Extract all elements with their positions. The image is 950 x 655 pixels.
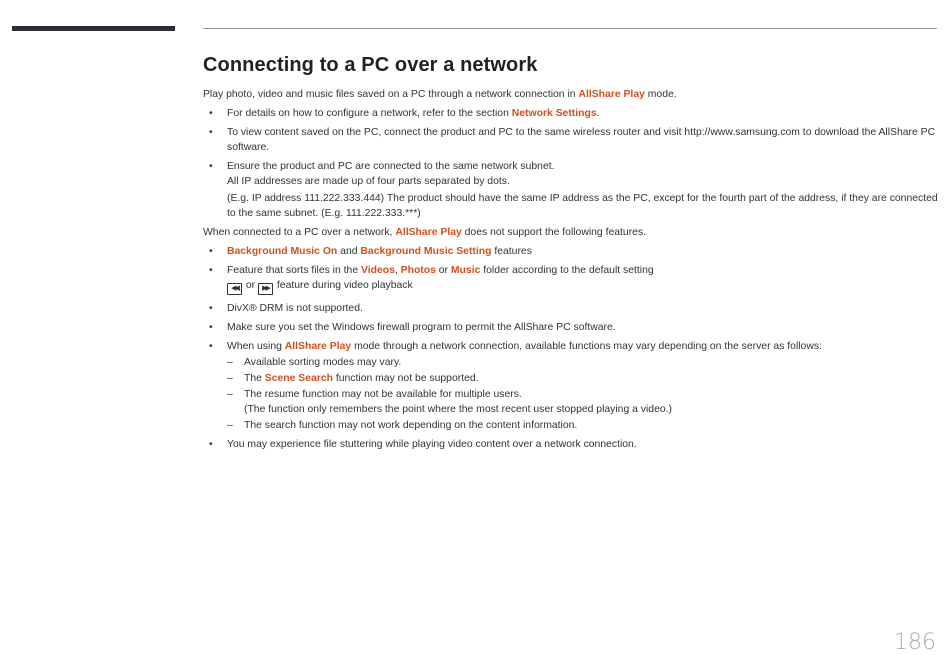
- bullet-text: Make sure you set the Windows firewall program to permit the AllShare PC software.: [227, 322, 616, 333]
- rewind-icon: ◀◀: [227, 283, 242, 295]
- bullet-line: [227, 339, 938, 354]
- header-rule: [203, 28, 937, 29]
- bullet-text-end: feature during video playback: [274, 280, 413, 291]
- allshare-play-term: AllShare Play: [395, 227, 462, 238]
- dash-item: – The search function may not work depending on the content information.: [227, 418, 938, 433]
- para-text-end: does not support the following features.: [461, 227, 647, 238]
- bullet-functions-vary: [203, 339, 938, 433]
- intro-paragraph: [203, 87, 938, 102]
- bullet-text: To view content saved on the PC, connect the product and PC to the same wireless router and visit http://www.samsung.com to download the AllShare PC software.: [227, 127, 936, 153]
- bullet-text-end: mode through a network connection, available functions may vary depending on the server as follows:: [351, 341, 822, 352]
- videos-term: Videos: [361, 265, 395, 276]
- separator: or: [435, 265, 451, 276]
- bullet-divx: [203, 301, 938, 316]
- fast-forward-icon: ▶▶: [258, 283, 273, 295]
- scene-search-term: Scene Search: [264, 373, 333, 384]
- bullet-line: [227, 278, 938, 295]
- bullet-download-software: [203, 125, 938, 155]
- dash-text-end: function may not be supported.: [332, 373, 479, 384]
- separator: ,: [394, 265, 401, 276]
- background-music-on-term: Background Music On: [227, 246, 338, 257]
- bullet-text-end: folder according to the default setting: [480, 265, 654, 276]
- intro-text: Play photo, video and music files saved on a PC through a network connection in: [203, 89, 579, 100]
- unsupported-intro: [203, 225, 938, 240]
- dash-subtext: (The function only remembers the point where the most recent user stopped playing a video.): [244, 404, 672, 415]
- dash-item: [227, 371, 938, 386]
- para-text: When connected to a PC over a network,: [203, 227, 396, 238]
- dash-text: The: [244, 373, 265, 384]
- bullet-subtext: All IP addresses are made up of four parts separated by dots.: [227, 176, 510, 187]
- allshare-play-term: AllShare Play: [578, 89, 645, 100]
- background-music-setting-term: Background Music Setting: [360, 246, 492, 257]
- bullet-line: [227, 263, 938, 278]
- dash-text: – The resume function may not be available for multiple users.: [244, 389, 522, 400]
- bullet-subnet: [203, 159, 938, 221]
- bullet-text-end: features: [491, 246, 532, 257]
- bullet-example: (E.g. IP address 111.222.333.444) The product should have the same IP address as the PC, except for the fourth part of the address, if they are connected to the same subnet. (E.g. 111.222.333.***): [227, 193, 938, 219]
- dash-item: [227, 387, 938, 417]
- allshare-play-term: AllShare Play: [284, 341, 352, 352]
- music-term: Music: [450, 265, 481, 276]
- bullet-text: For details on how to configure a network, refer to the section: [227, 108, 512, 119]
- intro-text-end: mode.: [644, 89, 677, 100]
- dash-item: – Available sorting modes may vary.: [227, 355, 938, 370]
- bullet-text: and: [337, 246, 361, 257]
- bullet-background-music: [203, 244, 938, 259]
- section-bar: [12, 26, 175, 31]
- page-title: Connecting to a PC over a network: [203, 54, 538, 76]
- bullet-text: When using: [227, 341, 285, 352]
- photos-term: Photos: [400, 265, 436, 276]
- page-number: 186: [894, 630, 936, 655]
- bullet-text: You may experience file stuttering while playing video content over a network connection.: [227, 439, 637, 450]
- network-settings-link[interactable]: Network Settings: [511, 108, 597, 119]
- bullet-stuttering: [203, 437, 938, 452]
- bullet-text: DivX® DRM is not supported.: [227, 303, 363, 314]
- bullet-text: • Ensure the product and PC are connected to the same network subnet.: [227, 161, 555, 172]
- bullet-text-end: .: [596, 108, 600, 119]
- bullet-firewall: [203, 320, 938, 335]
- or-text: or: [243, 280, 259, 291]
- bullet-network-settings: [203, 106, 938, 121]
- bullet-text: Feature that sorts files in the: [227, 265, 361, 276]
- body-content: [203, 87, 938, 456]
- bullet-sort-files: [203, 263, 938, 295]
